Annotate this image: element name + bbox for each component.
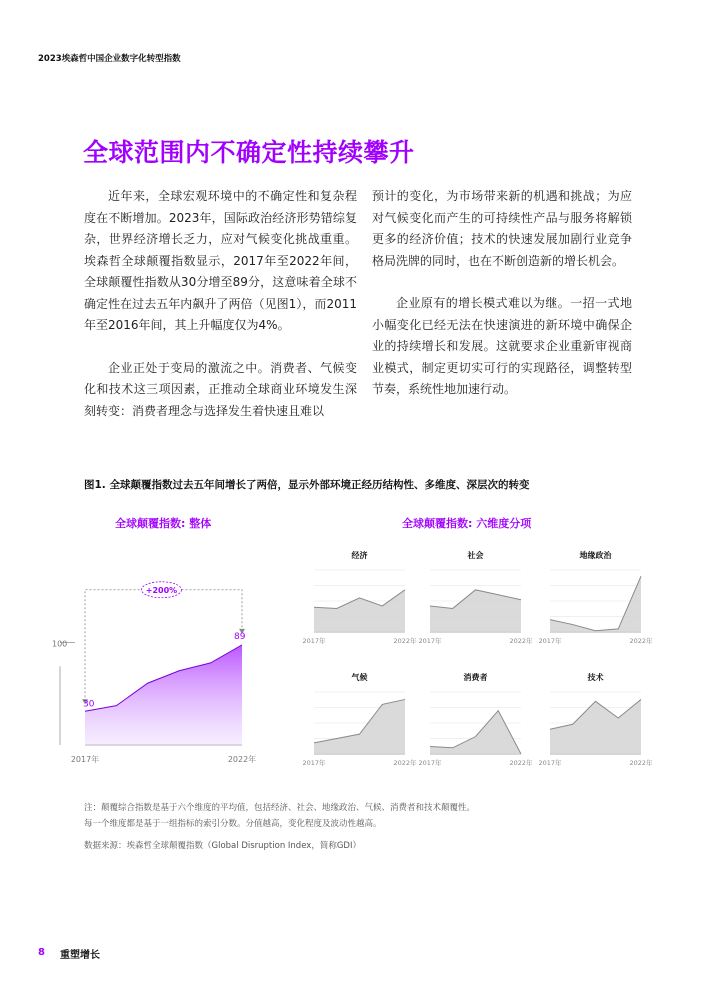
end-value-label: 89 — [234, 631, 246, 642]
x-tick-label: 2017年 — [538, 759, 562, 767]
x-tick-label: 2022年 — [227, 755, 257, 764]
overall-chart-title: 全球颠覆指数: 整体 — [115, 517, 212, 530]
body-column-left — [84, 186, 357, 443]
x-tick-label: 2022年 — [393, 759, 417, 767]
x-tick-label: 2022年 — [629, 637, 653, 645]
panel-title: 气候 — [351, 673, 368, 682]
note-line-1: 注：颠覆综合指数是基于六个维度的平均值，包括经济、社会、地缘政治、气候、消费者和技术颠覆性。 — [84, 803, 476, 813]
reference-label: 100 — [52, 639, 68, 649]
dimension-panel-0 — [302, 550, 417, 645]
panel-title: 社会 — [467, 551, 484, 560]
paragraph: 企业正处于变局的激流之中。消费者、气候变化和技术这三项因素，正推动全球商业环境发生深刻转变：消费者理念与选择发生着快速且难以 — [84, 360, 357, 418]
x-tick-label: 2022年 — [629, 759, 653, 767]
x-tick-label: 2017年 — [538, 637, 562, 645]
x-tick-label: 2017年 — [302, 759, 326, 767]
dimension-index-charts — [300, 540, 653, 775]
dimension-panel-4 — [418, 672, 533, 767]
dimension-panel-1 — [418, 550, 533, 645]
page-title: 全球范围内不确定性持续攀升 — [83, 138, 415, 167]
paragraph: 企业原有的增长模式难以为继。一招一式地小幅变化已经无法在快速演进的新环境中确保企业的持续增长和发展。这就要求企业重新审视商业模式，制定更切实可行的实现路径，调整转型节奏，系统性地加速行动。 — [372, 296, 632, 396]
x-tick-label: 2017年 — [418, 759, 442, 767]
x-tick-label: 2017年 — [302, 637, 326, 645]
dimension-panel-3 — [302, 672, 417, 767]
data-source: 数据来源：埃森哲全球颠覆指数（Global Disruption Index，简称GDI） — [84, 841, 361, 851]
panel-title: 地缘政治 — [579, 551, 612, 560]
x-tick-label: 2022年 — [509, 637, 533, 645]
panel-area — [430, 590, 521, 632]
dimension-panel-2 — [538, 550, 653, 645]
paragraph: 近年来，全球宏观环境中的不确定性和复杂程度在不断增加。2023年，国际政治经济形势错综复杂，世界经济增长乏力，应对气候变化挑战重重。埃森哲全球颠覆指数显示，2017年至2022年间，全球颠覆性指数从30分增至89分，这意味着全球不确定性在过去五年内飙升了两倍（见图1），而2011年至2016年间，其上升幅度仅为4%。 — [84, 189, 357, 332]
growth-badge-label: +200% — [145, 585, 178, 595]
dimension-panel-5 — [538, 672, 653, 767]
panel-title: 经济 — [351, 551, 368, 560]
panel-title: 技术 — [587, 673, 604, 682]
figure-title: 图1. 全球颠覆指数过去五年间增长了两倍，显示外部环境正经历结构性、多维度、深层次的转变 — [84, 479, 530, 491]
x-tick-label: 2022年 — [393, 637, 417, 645]
start-value-label: 30 — [83, 699, 95, 710]
page-number: 8 — [38, 947, 45, 958]
x-tick-label: 2017年 — [70, 755, 100, 764]
report-header: 2023埃森哲中国企业数字化转型指数 — [38, 54, 181, 64]
panel-area — [550, 576, 641, 632]
overall-index-chart — [40, 555, 270, 770]
panel-area — [314, 590, 405, 632]
x-tick-label: 2022年 — [509, 759, 533, 767]
dimension-chart-title: 全球颠覆指数: 六维度分项 — [402, 517, 532, 530]
footer-section-title: 重塑增长 — [60, 950, 100, 961]
x-tick-label: 2017年 — [418, 637, 442, 645]
overall-area — [85, 645, 242, 745]
paragraph: 预计的变化，为市场带来新的机遇和挑战；为应对气候变化而产生的可持续性产品与服务将解锁更多的经济价值；技术的快速发展加剧行业竞争格局洗牌的同时，也在不断创造新的增长机会。 — [372, 189, 632, 268]
body-column-right — [372, 186, 632, 422]
note-line-2: 每一个维度都是基于一组指标的索引分数。分值越高，变化程度及波动性越高。 — [84, 819, 382, 829]
panel-title: 消费者 — [463, 673, 488, 682]
